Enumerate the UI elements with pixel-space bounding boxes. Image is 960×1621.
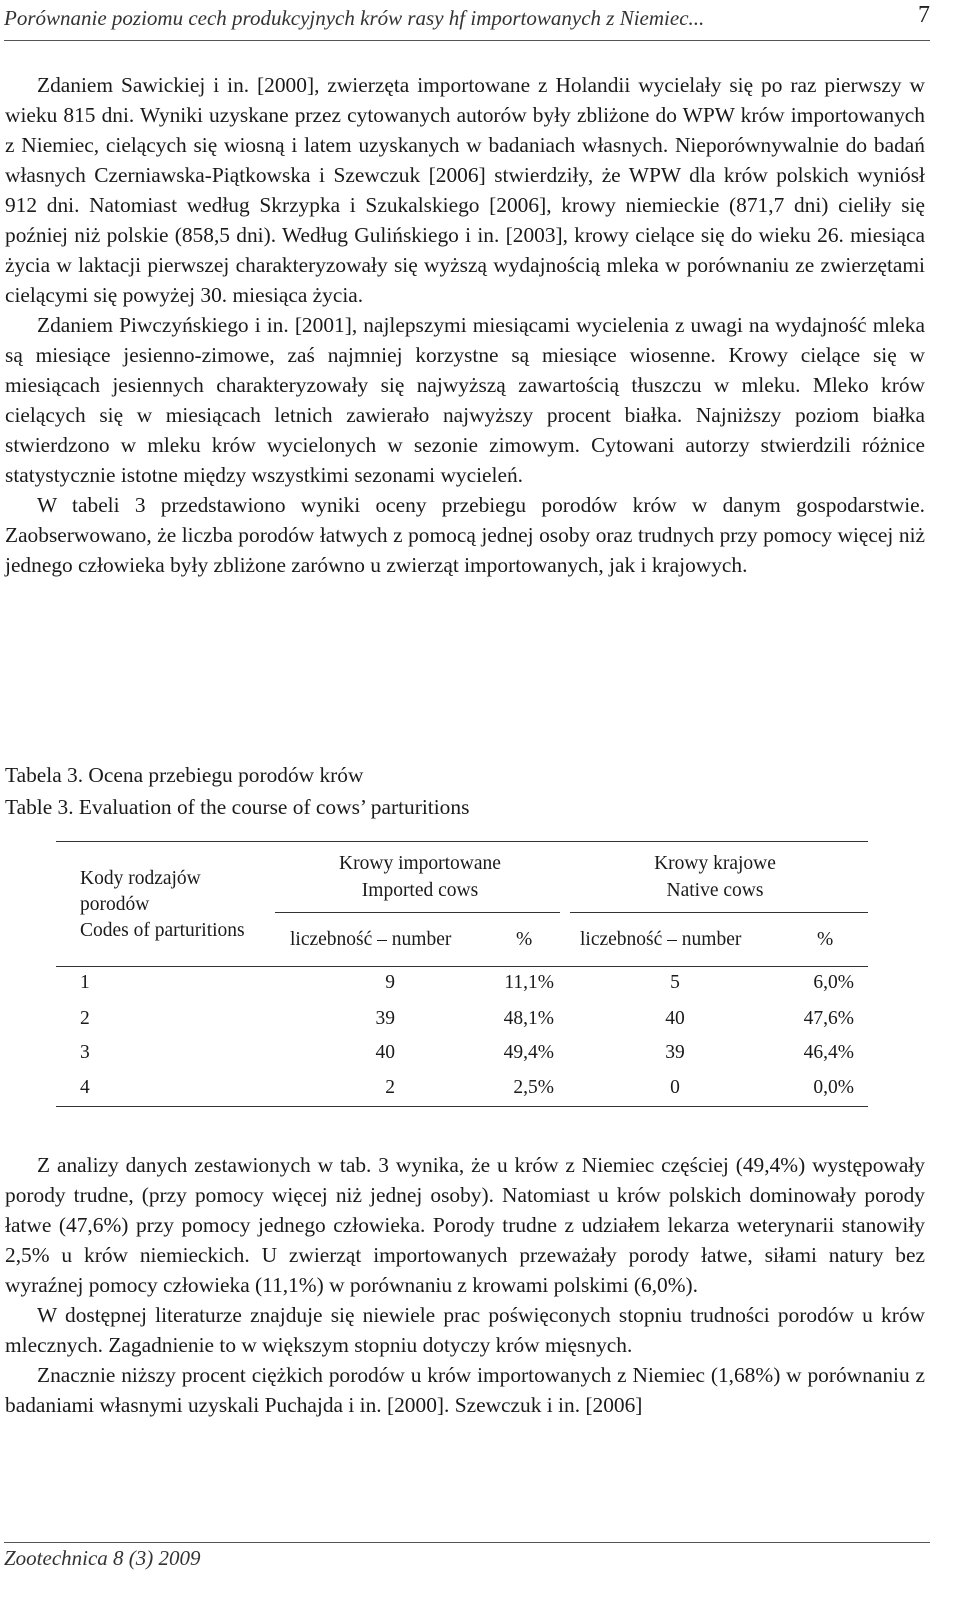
- row-native-number: 5: [670, 972, 680, 993]
- group-imported-pl: Krowy importowane: [339, 853, 501, 874]
- row-imported-percent: 48,1%: [503, 1008, 554, 1029]
- row-native-number: 39: [665, 1042, 685, 1063]
- codes-header-line2: porodów: [80, 894, 150, 915]
- table-caption-en: Table 3. Evaluation of the course of cows’ parturitions: [5, 795, 470, 819]
- row-code: 3: [80, 1042, 90, 1063]
- running-header: [4, 0, 930, 41]
- row-code: 4: [80, 1077, 90, 1098]
- row-imported-number: 9: [385, 972, 395, 993]
- group-native-pl: Krowy krajowe: [654, 853, 776, 874]
- col-pct-native: %: [817, 929, 834, 950]
- row-imported-number: 39: [375, 1008, 395, 1029]
- codes-header-line3: Codes of parturitions: [80, 920, 245, 941]
- row-imported-percent: 49,4%: [503, 1042, 554, 1063]
- row-native-percent: 46,4%: [803, 1042, 854, 1063]
- row-code: 2: [80, 1008, 90, 1029]
- row-native-percent: 6,0%: [813, 972, 854, 993]
- paragraph: Znacznie niższy procent ciężkich porodów u krów importowanych z Niemiec (1,68%) w porównaniu z badaniami własnymi uzyskali Puchajda i in. [2000]. Szewczuk i in. [2006]: [5, 1363, 925, 1417]
- table-bottom-rule: [56, 1106, 868, 1107]
- body-text-bottom: [5, 1150, 925, 1420]
- running-title: Porównanie poziomu cech produkcyjnych krów rasy hf importowanych z Niemiec...: [4, 6, 705, 30]
- paragraph: Z analizy danych zestawionych w tab. 3 wynika, że u krów z Niemiec częściej (49,4%) występowały porody trudne, (przy pomocy więcej niż jednej osoby). Natomiast u krów polskich dominowały porody łatwe (47,6%) przy pomocy jednego człowieka. Porody trudne z udziałem lekarza weterynarii stanowiły 2,5% u krów niemieckich. U zwierząt importowanych przeważały porody łatwe, siłami natury bez wyraźnej pomocy człowieka (11,1%) w porównaniu z krowami polskimi (6,0%).: [5, 1153, 925, 1297]
- paragraph: W tabeli 3 przedstawiono wyniki oceny przebiegu porodów krów w danym gospodarstwie. Zaobserwowano, że liczba porodów łatwych z pomocą jednej osoby oraz trudnych przy pomocy więcej niż jednego człowieka były zbliżone zarówno u zwierząt importowanych, jak i krajowych.: [5, 493, 925, 577]
- table-group-rule-imported: [275, 912, 560, 913]
- table-caption-pl: Tabela 3. Ocena przebiegu porodów krów: [5, 763, 364, 787]
- col-pct-imported: %: [516, 929, 533, 950]
- row-native-number: 40: [665, 1008, 685, 1029]
- row-code: 1: [80, 972, 90, 993]
- table-top-rule: [56, 841, 868, 842]
- page-number: 7: [918, 2, 930, 28]
- row-imported-number: 40: [375, 1042, 395, 1063]
- row-imported-percent: 11,1%: [504, 972, 554, 993]
- group-native-en: Native cows: [666, 880, 764, 901]
- row-imported-number: 2: [385, 1077, 395, 1098]
- body-text-top: [5, 70, 925, 580]
- col-count-imported: liczebność – number: [290, 929, 452, 950]
- row-native-percent: 47,6%: [803, 1008, 854, 1029]
- paragraph: Zdaniem Piwczyńskiego i in. [2001], najlepszymi miesiącami wycielenia z uwagi na wydajność mleka są miesiące jesienno-zimowe, zaś najmniej korzystne są miesiące wiosenne. Krowy cielące się w miesiącach jesiennych charakteryzowały się najwyższą zawartością tłuszczu w mleku. Mleko krów cielących się w miesiącach letnich zawierało najwyższy procent białka. Najniższy poziom białka stwierdzono w mleku krów wycielonych w sezonie zimowym. Cytowani autorzy stwierdzili różnice statystycznie istotne między wszystkimi sezonami wycieleń.: [5, 313, 925, 487]
- journal-citation: Zootechnica 8 (3) 2009: [4, 1546, 201, 1570]
- paragraph: Zdaniem Sawickiej i in. [2000], zwierzęta importowane z Holandii wycielały się po raz pierwszy w wieku 815 dni. Wyniki uzyskane przez cytowanych autorów były zbliżone do WPW krów importowanych z Niemiec, cielących się wiosną i latem uzyskanych w badaniach własnych. Nieporównywalnie do badań własnych Czerniawska-Piątkowska i Szewczuk [2006] stwierdziły, że WPW dla krów polskich wyniósł 912 dni. Natomiast według Skrzypka i Szukalskiego [2006], krowy niemieckie (871,7 dni) cieliły się poźniej niż polskie (858,5 dni). Według Gulińskiego i in. [2003], krowy cielące się do wieku 26. miesiąca życia w laktacji pierwszej charakteryzowały się wyższą wydajnością mleka w porównaniu ze zwierzętami cielącymi się powyżej 30. miesiąca życia.: [5, 73, 925, 307]
- table-group-rule-native: [570, 912, 868, 913]
- row-native-percent: 0,0%: [813, 1077, 854, 1098]
- page-footer: [4, 1542, 930, 1570]
- group-imported-en: Imported cows: [361, 880, 479, 901]
- table-header-rule: [56, 966, 868, 967]
- paragraph: W dostępnej literaturze znajduje się niewiele prac poświęconych stopniu trudności porodów u krów mlecznych. Zagadnienie to w większym stopniu dotyczy krów mięsnych.: [5, 1303, 925, 1357]
- col-count-native: liczebność – number: [580, 929, 742, 950]
- codes-header-line1: Kody rodzajów: [80, 868, 201, 889]
- row-imported-percent: 2,5%: [513, 1077, 554, 1098]
- row-native-number: 0: [670, 1077, 680, 1098]
